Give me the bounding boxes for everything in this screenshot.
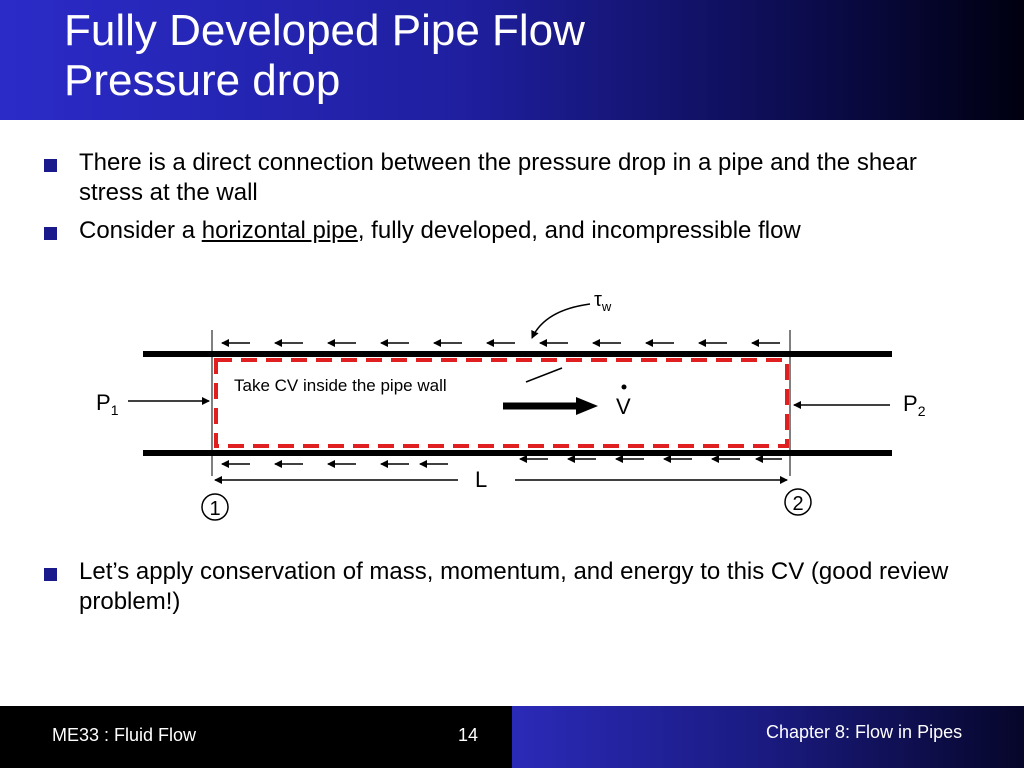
- bullet-square-icon: [44, 568, 57, 581]
- cv-label: Take CV inside the pipe wall: [234, 376, 447, 395]
- slide-title-line1: Fully Developed Pipe Flow: [64, 6, 585, 55]
- slide-title: [64, 6, 585, 106]
- p2-label: $P_2$: [903, 391, 926, 419]
- bullet-list: [40, 148, 980, 254]
- length-label: L: [475, 467, 488, 492]
- cv-label-pointer: [526, 368, 562, 382]
- bullet-list-bottom: [40, 557, 980, 625]
- station-1-label: 1: [209, 498, 221, 520]
- flow-rate-dot: [622, 385, 627, 390]
- bullet-item: [40, 216, 980, 246]
- bullet-text: Let’s apply conservation of mass, momentum, and energy to this CV (good review problem!): [79, 558, 949, 615]
- footer-page-number: 14: [458, 725, 479, 745]
- tau-wall-label: $\tau_w$: [594, 289, 612, 314]
- bullet-item: [40, 148, 980, 208]
- title-bar: [0, 0, 1024, 120]
- footer-chapter: Chapter 8: Flow in Pipes: [766, 722, 963, 742]
- station-2-label: 2: [792, 493, 804, 515]
- p1-label: $P_1$: [96, 390, 119, 418]
- bullet-text-after: , fully developed, and incompressible flow: [357, 217, 801, 244]
- footer-course: ME33 : Fluid Flow: [52, 725, 197, 745]
- bullet-square-icon: [44, 159, 57, 172]
- shear-arrows-bottom: [222, 459, 782, 464]
- tau-pointer-curve: [532, 304, 590, 338]
- bullet-underlined-term: horizontal pipe: [201, 217, 358, 244]
- flow-arrowhead-icon: [576, 397, 598, 415]
- control-volume-box: [216, 360, 787, 446]
- slide-title-line2: Pressure drop: [64, 56, 341, 105]
- pipe-flow-diagram: [0, 280, 1024, 530]
- flow-rate-label: V: [616, 394, 631, 419]
- bullet-square-icon: [44, 227, 57, 240]
- bullet-text-before: Consider a: [79, 217, 202, 244]
- bullet-item: [40, 557, 980, 617]
- bullet-text: There is a direct connection between the pressure drop in a pipe and the shear stress at the wall: [79, 149, 917, 206]
